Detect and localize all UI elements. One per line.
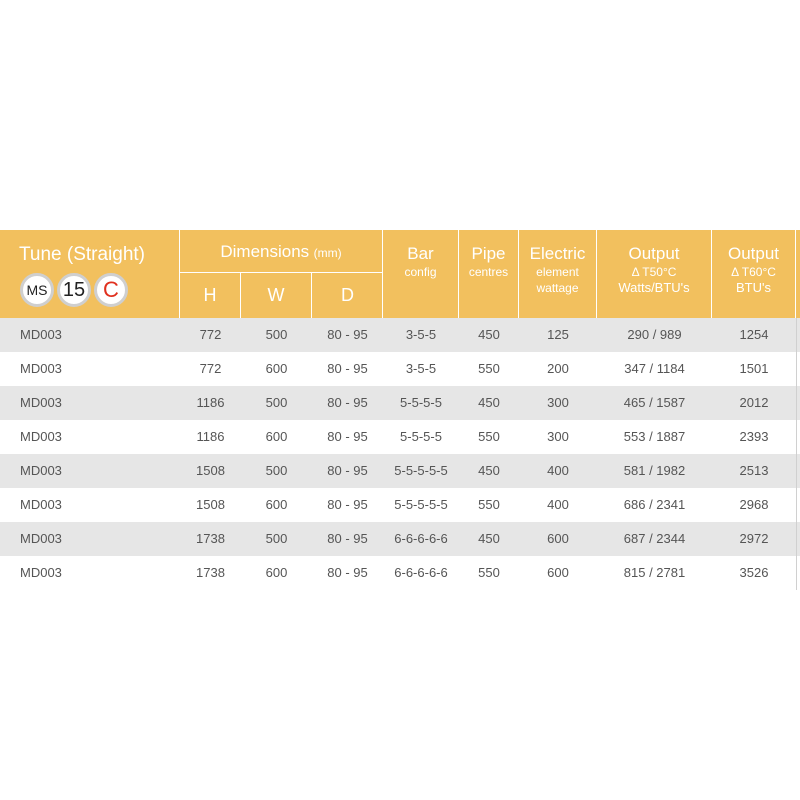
row-divider <box>796 386 797 420</box>
electric-wattage-cell: 300 <box>547 429 569 444</box>
depth-column-header: D <box>341 285 354 305</box>
row-divider <box>796 352 797 386</box>
depth-cell: 80 - 95 <box>327 531 368 546</box>
pipe-centres-header <box>459 230 519 318</box>
height-cell: 772 <box>199 361 222 376</box>
bar-sub-label: config <box>404 265 437 279</box>
width-cell: 600 <box>265 565 288 580</box>
electric-sub-label-1: element <box>536 265 579 279</box>
output-t60-cell: 1254 <box>739 327 769 342</box>
bar-config-cell: 5-5-5-5 <box>400 429 442 444</box>
bar-config-cell: 6-6-6-6-6 <box>394 531 448 546</box>
bar-config-header <box>383 230 459 318</box>
output-t60-cell: 2972 <box>739 531 769 546</box>
width-cell: 500 <box>265 463 288 478</box>
number-badge-icon: 15 <box>57 273 91 307</box>
product-title: Tune (Straight) <box>19 244 146 265</box>
pipe-centres-cell: 450 <box>478 327 500 342</box>
width-cell: 600 <box>265 429 288 444</box>
model-code-cell: MD003 <box>20 531 62 546</box>
model-code-cell: MD003 <box>20 463 62 478</box>
pipe-sub-label: centres <box>468 265 509 279</box>
ms-badge-icon: MS <box>20 273 54 307</box>
model-code-cell: MD003 <box>20 565 62 580</box>
output-t50-header <box>597 230 712 318</box>
bar-config-cell: 6-6-6-6-6 <box>394 565 448 580</box>
model-code-cell: MD003 <box>20 497 62 512</box>
width-cell: 500 <box>265 395 288 410</box>
height-cell: 1186 <box>196 395 225 410</box>
bar-config-cell: 5-5-5-5-5 <box>394 463 448 478</box>
bar-config-cell: 5-5-5-5 <box>400 395 442 410</box>
depth-cell: 80 - 95 <box>327 497 368 512</box>
electric-wattage-cell: 600 <box>547 565 569 580</box>
output-t60-cell: 2968 <box>739 497 769 512</box>
depth-cell: 80 - 95 <box>327 463 368 478</box>
height-cell: 1186 <box>196 429 225 444</box>
spec-table <box>0 230 800 590</box>
output-t50-cell: 687 / 2344 <box>623 531 686 546</box>
electric-label: Electric <box>529 244 586 263</box>
height-cell: 772 <box>199 327 222 342</box>
output-t50-cell: 686 / 2341 <box>623 497 686 512</box>
electric-wattage-cell: 600 <box>547 531 569 546</box>
table-row <box>0 454 800 488</box>
depth-cell: 80 - 95 <box>327 327 368 342</box>
pipe-label: Pipe <box>471 244 506 263</box>
electric-wattage-cell: 400 <box>547 497 569 512</box>
dimensions-label: Dimensions <box>220 242 310 261</box>
row-divider <box>796 522 797 556</box>
electric-wattage-cell: 300 <box>547 395 569 410</box>
model-code-cell: MD003 <box>20 429 62 444</box>
output-t50-sub-label-1: Δ T50°C <box>631 265 677 279</box>
pipe-centres-cell: 550 <box>478 565 500 580</box>
model-code-cell: MD003 <box>20 361 62 376</box>
pipe-centres-cell: 450 <box>478 395 500 410</box>
pipe-centres-cell: 550 <box>478 429 500 444</box>
pipe-centres-cell: 550 <box>478 497 500 512</box>
depth-cell: 80 - 95 <box>327 395 368 410</box>
output-t60-cell: 2513 <box>739 463 769 478</box>
bar-config-cell: 3-5-5 <box>405 327 437 342</box>
row-divider <box>796 488 797 522</box>
output-t60-sub-label-2: BTU's <box>736 280 771 295</box>
bar-label: Bar <box>407 244 434 263</box>
output-t60-cell: 2393 <box>739 429 769 444</box>
pipe-centres-cell: 550 <box>478 361 500 376</box>
row-divider <box>796 318 797 352</box>
output-t60-cell: 2012 <box>739 395 769 410</box>
width-cell: 500 <box>265 531 288 546</box>
depth-cell: 80 - 95 <box>327 429 368 444</box>
output-t60-header <box>712 230 796 318</box>
table-row <box>0 556 800 590</box>
output-t50-sub-label-2: Watts/BTU's <box>618 280 690 295</box>
table-row <box>0 522 800 556</box>
table-row <box>0 420 800 454</box>
output-t50-cell: 347 / 1184 <box>624 361 685 376</box>
bar-config-cell: 3-5-5 <box>405 361 437 376</box>
output-t60-label: Output <box>727 244 780 263</box>
table-row <box>0 318 800 352</box>
electric-wattage-cell: 400 <box>547 463 569 478</box>
width-cell: 600 <box>265 361 288 376</box>
table-header <box>0 230 800 318</box>
depth-cell: 80 - 95 <box>327 565 368 580</box>
width-column-header: W <box>241 273 312 318</box>
height-cell: 1738 <box>196 565 225 580</box>
output-t50-label: Output <box>628 244 680 263</box>
table-row <box>0 488 800 522</box>
height-cell: 1508 <box>196 463 225 478</box>
output-t50-cell: 290 / 989 <box>627 327 682 342</box>
badge-group <box>20 273 128 307</box>
row-divider <box>796 454 797 488</box>
row-divider <box>796 556 797 590</box>
depth-cell: 80 - 95 <box>327 361 368 376</box>
output-t50-cell: 581 / 1982 <box>623 463 686 478</box>
c-badge-icon: C <box>94 273 128 307</box>
output-t60-cell: 3526 <box>739 565 769 580</box>
output-t60-sub-label-1: Δ T60°C <box>731 265 776 279</box>
electric-sub-label-2: wattage <box>536 281 579 295</box>
model-code-cell: MD003 <box>20 395 62 410</box>
header-edge <box>796 230 800 318</box>
height-cell: 1738 <box>196 531 225 546</box>
electric-wattage-cell: 200 <box>547 361 569 376</box>
output-t50-cell: 553 / 1887 <box>623 429 686 444</box>
electric-wattage-cell: 125 <box>547 327 569 342</box>
model-code-cell: MD003 <box>20 327 62 342</box>
output-t60-cell: 1501 <box>739 361 769 376</box>
output-t50-cell: 465 / 1587 <box>623 395 686 410</box>
product-name-cell <box>0 230 180 318</box>
width-cell: 500 <box>265 327 288 342</box>
row-divider <box>796 420 797 454</box>
height-column-header: H <box>180 273 241 318</box>
pipe-centres-cell: 450 <box>478 531 500 546</box>
dimensions-header <box>180 230 383 318</box>
electric-header <box>519 230 597 318</box>
table-body <box>0 318 800 590</box>
width-cell: 600 <box>265 497 288 512</box>
table-row <box>0 386 800 420</box>
output-t50-cell: 815 / 2781 <box>623 565 686 580</box>
dimensions-unit: (mm) <box>313 246 342 260</box>
table-row <box>0 352 800 386</box>
bar-config-cell: 5-5-5-5-5 <box>394 497 448 512</box>
pipe-centres-cell: 450 <box>478 463 500 478</box>
height-cell: 1508 <box>196 497 225 512</box>
